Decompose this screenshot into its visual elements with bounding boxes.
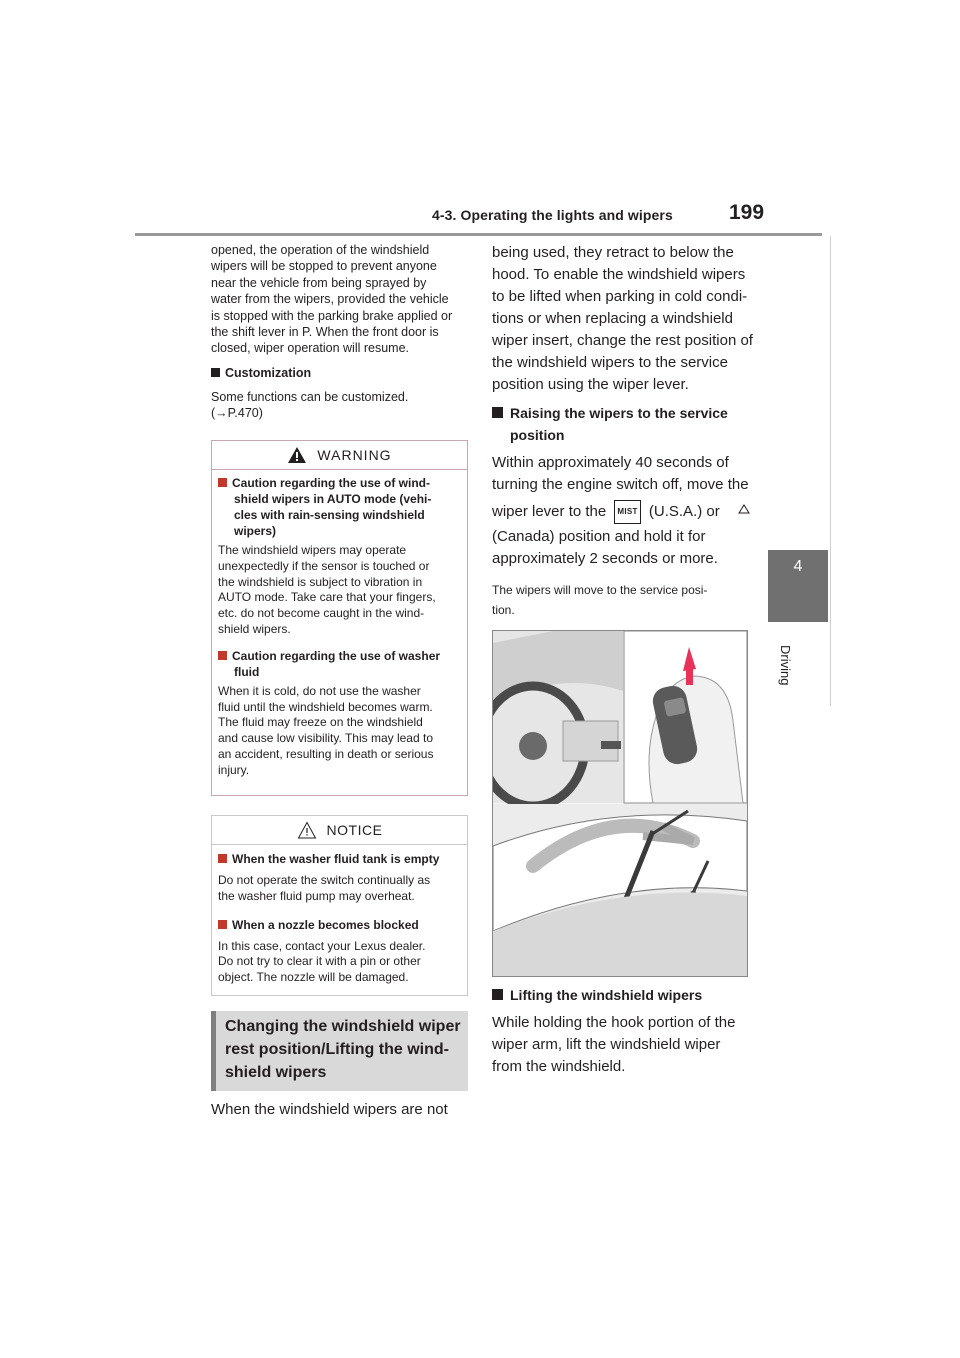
bullet-square-icon: [492, 407, 503, 418]
lift-wipers-text: While holding the hook portion of the wiper arm, lift the windshield wiper from the windshield.: [492, 1014, 736, 1075]
raise-wipers-text: Within approximately 40 seconds of turning the engine switch off, move the wiper lever to the MIST (U.S.A.) or (Canada) position and hold it for approximately 2 seconds or more.: [492, 454, 749, 567]
lift-wipers-heading: Lifting the windshield wipers: [492, 984, 702, 1006]
chapter-number: 4: [793, 558, 803, 575]
warning-title: WARNING: [317, 447, 392, 463]
notice-box: [211, 815, 468, 996]
text-line: closed, wiper operation will resume.: [211, 341, 410, 356]
left-intro-paragraph: [211, 242, 471, 357]
page-number: 199: [729, 201, 765, 224]
warning-item1-heading: Caution regarding the use of wind- shield wipers in AUTO mode (vehi- cles with rain-sensing windshield wipers): [218, 475, 463, 539]
bullet-square-icon: [492, 989, 503, 1000]
notice-item2-heading: When a nozzle becomes blocked: [218, 917, 463, 933]
header-rule: [135, 233, 822, 236]
bullet-square-icon: [218, 651, 227, 660]
warning-triangle-icon: [287, 446, 307, 464]
notice-item1-text: Do not operate the switch continually as the washer fluid pump may overheat.: [218, 873, 431, 903]
warning-box: [211, 440, 468, 796]
left-closing-line: When the windshield wipers are not: [211, 1101, 448, 1118]
customization-heading: Customization: [211, 366, 311, 380]
customization-text: Some functions can be customized. (→P.470): [211, 390, 409, 421]
notice-title: NOTICE: [326, 822, 383, 838]
text-line: opened, the operation of the windshield: [211, 243, 430, 257]
wiper-service-position-figure: [493, 631, 747, 976]
warning-item2-text: When it is cold, do not use the washer fluid until the windshield becomes warm. The fluid may freeze on the windshield and cause low visibility. This may lead to an accident, resulting in death or serious injury.: [218, 683, 434, 777]
canada-mist-icon: [738, 504, 750, 514]
text-line: water from the wipers, provided the vehicle: [211, 292, 449, 307]
warning-item2-heading: Caution regarding the use of washer fluid: [218, 648, 463, 680]
text-line: near the vehicle from being sprayed by: [211, 275, 427, 290]
mist-symbol-icon: MIST: [614, 500, 640, 524]
raise-wipers-heading: Raising the wipers to the service position: [492, 402, 762, 446]
bullet-square-icon: [211, 368, 220, 377]
bullet-square-icon: [218, 920, 227, 929]
text-line: is stopped with the parking brake applied or: [211, 308, 453, 323]
wiper-illustration: [492, 630, 748, 977]
notice-item1-heading: When the washer fluid tank is empty: [218, 851, 463, 867]
side-divider: [830, 236, 831, 706]
warning-header: [212, 441, 467, 470]
section-heading: Changing the windshield wiper rest position/Lifting the wind- shield wipers: [211, 1011, 468, 1091]
right-intro-paragraph: being used, they retract to below the hood. To enable the windshield wipers to be lifted when parking in cold condi- tions or when replacing a windshield wiper insert, change the rest position of the windshield wipers to the service position using the wiper lever.: [492, 244, 753, 393]
notice-item2-text: In this case, contact your Lexus dealer. Do not try to clear it with a pin or other object. The nozzle will be damaged.: [218, 938, 426, 985]
warning-item1-text: The windshield wipers may operate unexpectedly if the sensor is touched or the windshield is subject to vibration in AUTO mode. Take care that your fingers, etc. do not become caught in the wind- shield wipers.: [218, 543, 436, 636]
bullet-square-icon: [218, 854, 227, 863]
bullet-square-icon: [218, 478, 227, 487]
raise-note: The wipers will move to the service posi- tion.: [492, 583, 708, 617]
text-line: the shift lever in P. When the front door is: [211, 325, 439, 340]
chapter-label: Driving: [778, 645, 793, 686]
page-reference-link[interactable]: (→P.470): [211, 406, 263, 421]
notice-triangle-icon: [297, 821, 317, 839]
text-line: wipers will be stopped to prevent anyone: [211, 259, 437, 274]
notice-header: [212, 816, 467, 845]
running-header-title: 4-3. Operating the lights and wipers: [432, 207, 673, 223]
